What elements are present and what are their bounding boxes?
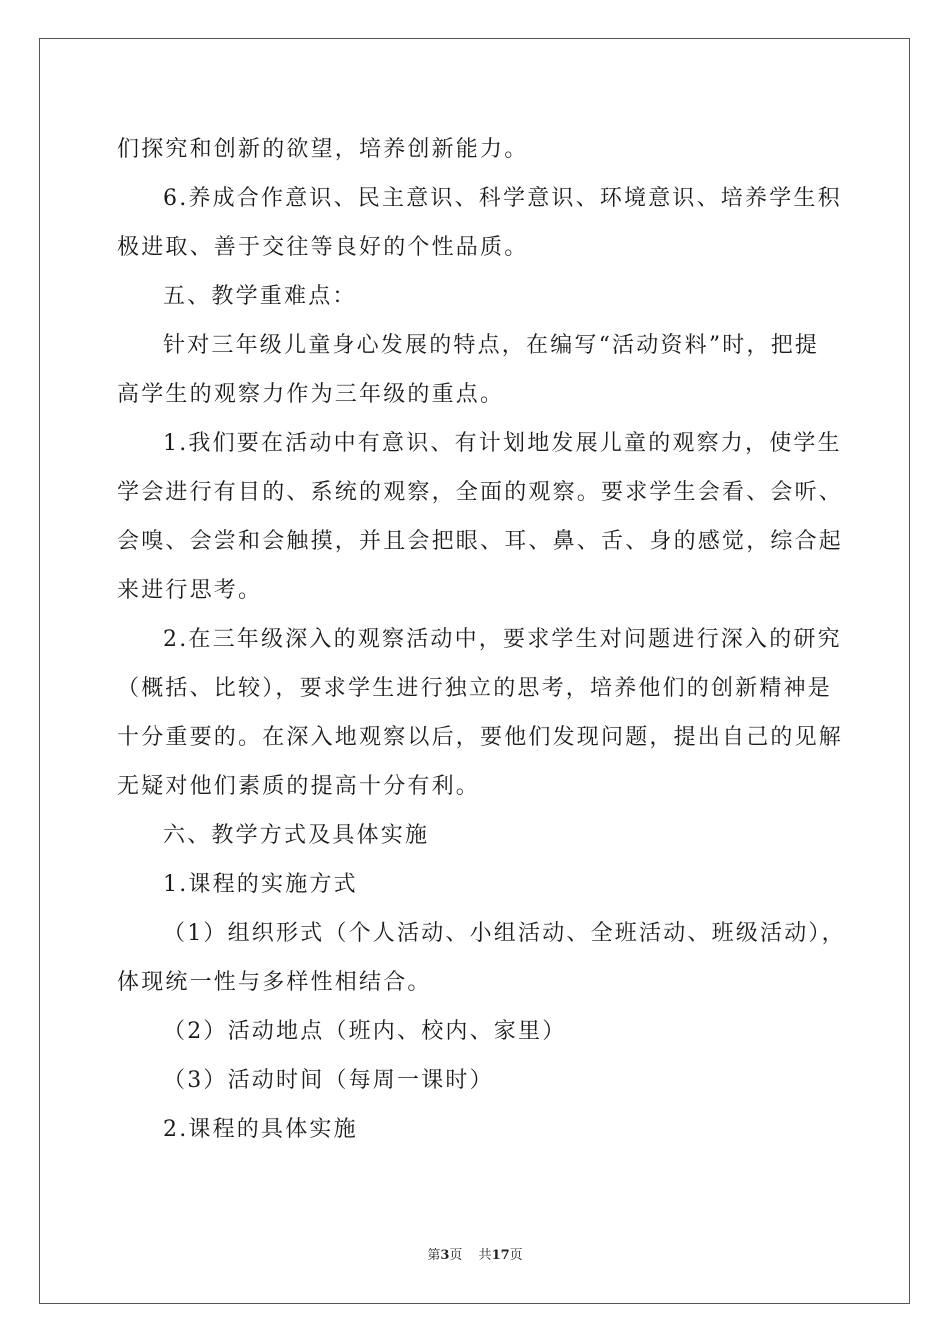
paragraph-line: （概括、比较），要求学生进行独立的思考，培养他们的创新精神是 (117, 676, 833, 701)
paragraph-line: 6.养成合作意识、民主意识、科学意识、环境意识、培养学生积 (163, 186, 842, 211)
paragraph-line: （1）组织形式（个人活动、小组活动、全班活动、班级活动）， (163, 921, 846, 946)
page-prefix: 第 (427, 1248, 441, 1263)
paragraph-line: 针对三年级儿童身心发展的特点，在编写“活动资料”时，把提 (163, 333, 820, 358)
paragraph-line: 高学生的观察力作为三年级的重点。 (117, 382, 505, 407)
page-indicator (427, 1248, 462, 1263)
paragraph-line: 来进行思考。 (117, 578, 263, 603)
total-prefix: 共 (478, 1248, 492, 1263)
page-number: 3 (440, 1248, 450, 1263)
paragraph-line: 无疑对他们素质的提高十分有利。 (117, 774, 481, 799)
page-suffix: 页 (449, 1248, 463, 1263)
paragraph-line: （3）活动时间（每周一课时） (163, 1068, 494, 1093)
paragraph-line: 2.在三年级深入的观察活动中，要求学生对问题进行深入的研究 (163, 627, 842, 652)
paragraph-line: 会嗅、会尝和会触摸，并且会把眼、耳、鼻、舌、身的感觉，综合起 (117, 529, 844, 554)
subsection-heading: 2.课程的具体实施 (163, 1117, 358, 1142)
paragraph-line: 体现统一性与多样性相结合。 (117, 970, 432, 995)
paragraph-line: 1.我们要在活动中有意识、有计划地发展儿童的观察力，使学生 (163, 431, 842, 456)
section-heading: 六、教学方式及具体实施 (163, 823, 430, 848)
paragraph-line: 学会进行有目的、系统的观察，全面的观察。要求学生会看、会听、 (117, 480, 844, 505)
paragraph-line: 们探究和创新的欲望，培养创新能力。 (117, 137, 529, 162)
total-suffix: 页 (509, 1248, 523, 1263)
page-footer (0, 1247, 950, 1265)
paragraph-line: 极进取、善于交往等良好的个性品质。 (117, 235, 529, 260)
paragraph-line: （2）活动地点（班内、校内、家里） (163, 1019, 567, 1044)
subsection-heading: 1.课程的实施方式 (163, 872, 358, 897)
total-pages: 17 (491, 1248, 510, 1263)
total-pages-indicator (479, 1248, 523, 1263)
document-body (117, 125, 846, 1154)
paragraph-line: 十分重要的。在深入地观察以后，要他们发现问题，提出自己的见解 (117, 725, 844, 750)
section-heading: 五、教学重难点： (163, 284, 357, 309)
